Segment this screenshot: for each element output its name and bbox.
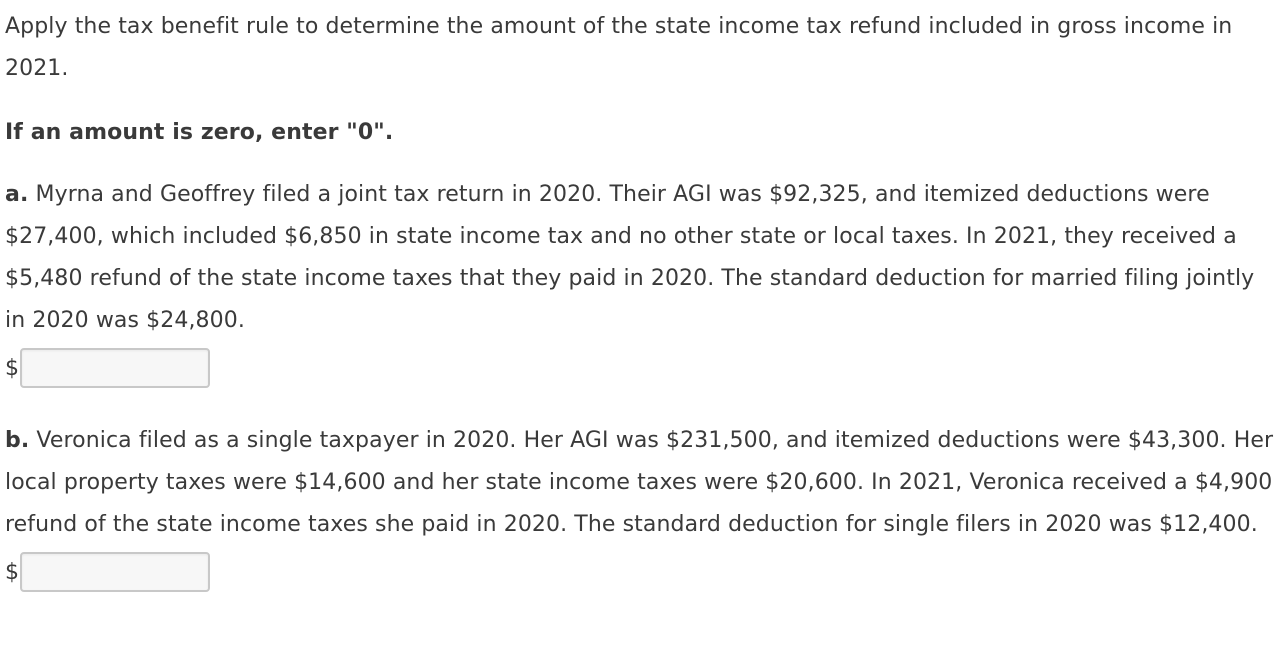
dollar-sign-b: $: [5, 559, 19, 585]
question-a-body: Myrna and Geoffrey filed a joint tax return in 2020. Their AGI was $92,325, and itemized deductions were $27,400, which included $6,850 in state income tax and no other state or local taxes. In 2021, they received a $5,480 refund of the state income taxes that they paid in 2020. The standard deduction for married filing jointly in 2020 was $24,800.: [5, 182, 1255, 333]
answer-b-input[interactable]: [20, 552, 210, 592]
question-a-letter: a.: [5, 182, 29, 207]
answer-a-input[interactable]: [20, 348, 210, 388]
question-b: [5, 420, 1284, 596]
question-b-text: [5, 420, 1280, 546]
answer-a-row: [5, 344, 1284, 392]
question-b-letter: b.: [5, 428, 30, 453]
question-a-text: [5, 174, 1280, 342]
problem-instructions: Apply the tax benefit rule to determine the amount of the state income tax refund included in gross income in 2021.: [5, 14, 1233, 81]
answer-b-row: [5, 548, 1284, 596]
question-a: [5, 174, 1284, 392]
question-b-body: Veronica filed as a single taxpayer in 2020. Her AGI was $231,500, and itemized deductions were $43,300. Her local property taxes were $14,600 and her state income taxes were $20,600. In 2021, Veronica received a $4,900 refund of the state income taxes she paid in 2020. The standard deduction for single filers in 2020 was $12,400.: [5, 428, 1274, 537]
dollar-sign-a: $: [5, 355, 19, 381]
zero-amount-notice: If an amount is zero, enter "0".: [5, 120, 394, 145]
